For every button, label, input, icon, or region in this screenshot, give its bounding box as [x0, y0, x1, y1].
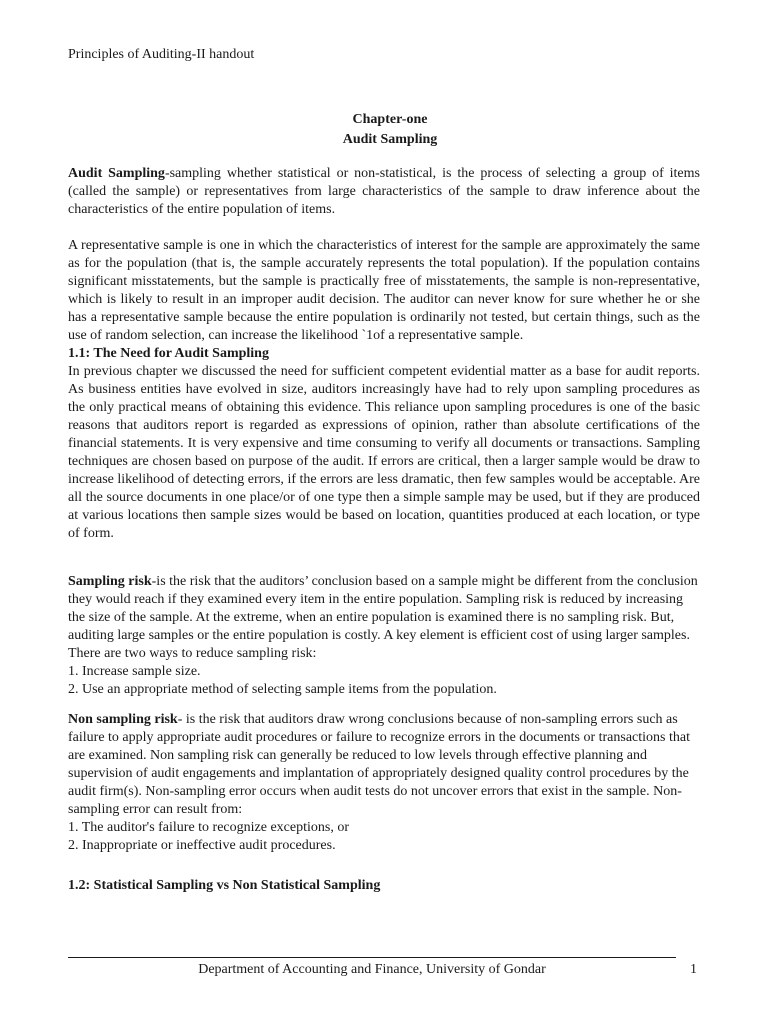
sampling-risk-list-item: 1. Increase sample size.	[68, 664, 201, 679]
sampling-risk-intro: There are two ways to reduce sampling risk:	[68, 646, 317, 661]
sampling-risk-term: Sampling risk	[68, 574, 152, 589]
need-for-sampling-paragraph: In previous chapter we discussed the need for sufficient competent evidential matter as a base for audit reports. As business entities have evolved in size, auditors increasingly have had to rely upon sampling procedures as the only practical means of obtaining this evidence. This reliance upon sampling procedures is one of the basic reasons that auditors report is regarded as expressions of opinion, rather than absolute certifications of the financial statements. It is very expensive and time consuming to verify all documents or transactions. Sampling techniques are chosen based on purpose of the audit. If errors are critical, then a larger sample would be draw to increase likelihood of detecting errors, if the errors are less dramatic, then few samples would be acceptable. Are all the source documents in one place/or of one type then a simple sample may be used, but if they are produced at various locations then sample sizes would be based on location, quantities produced at each location, or type of form.	[68, 364, 700, 541]
footer-department: Department of Accounting and Finance, University of Gondar	[198, 962, 546, 977]
audit-sampling-term: Audit Sampling	[68, 166, 165, 181]
sampling-risk-definition	[68, 573, 700, 645]
representative-sample-paragraph: A representative sample is one in which the characteristics of interest for the sample are approximately the same as for the population (that is, the sample accurately represents the total population). If the population contains significant misstatements, but the sample is practically free of misstatements, the sample is non-representative, which is likely to result in an improper audit decision. The auditor can never know for sure whether he or she has a representative sample because the entire population is ordinarily not tested, but certain things, such as the use of random selection, can increase the likelihood `1of a representative sample.	[68, 238, 700, 343]
sampling-risk-list-item: 2. Use an appropriate method of selecting sample items from the population.	[68, 682, 497, 697]
non-sampling-risk-list-item: 1. The auditor's failure to recognize exceptions, or	[68, 820, 349, 835]
section-heading-statistical-sampling: 1.2: Statistical Sampling vs Non Statistical Sampling	[68, 878, 381, 893]
non-sampling-risk-text: - is the risk that auditors draw wrong conclusions because of non-sampling errors such as failure to apply appropriate audit procedures or failure to recognize errors in the documents or transactions that are examined. Non sampling risk can generally be reduced to low levels through effective planning and supervision of audit engagements and implantation of appropriately designed quality control procedures by the audit firm(s). Non-sampling error occurs when audit tests do not uncover errors that exist in the sample. Non-sampling error can result from:	[68, 712, 690, 817]
sampling-risk-text: -is the risk that the auditors’ conclusion based on a sample might be different from the conclusion they would reach if they examined every item in the entire population. Sampling risk is reduced by increasing the size of the sample. At the extreme, when an entire population is examined there is no sampling risk. But, auditing large samples or the entire population is costly. A key element is efficient cost of using larger samples.	[68, 574, 698, 643]
chapter-heading	[0, 110, 768, 150]
handout-title: Principles of Auditing-II handout	[68, 47, 255, 62]
non-sampling-risk-term: Non sampling risk	[68, 712, 178, 727]
non-sampling-risk-definition	[68, 711, 700, 819]
document-body	[68, 165, 700, 895]
footer-divider	[68, 957, 676, 958]
chapter-title: Audit Sampling	[342, 132, 438, 147]
non-sampling-risk-list-item: 2. Inappropriate or ineffective audit procedures.	[68, 838, 336, 853]
chapter-number: Chapter-one	[352, 112, 428, 127]
audit-sampling-definition	[68, 165, 700, 219]
section-heading-need-for-sampling: 1.1: The Need for Audit Sampling	[68, 346, 269, 361]
audit-sampling-text: -sampling whether statistical or non-statistical, is the process of selecting a group of items (called the sample) or representatives from large characteristics of the sample to draw inference about the characteristics of the entire population of items.	[68, 166, 700, 217]
page-number: 1	[690, 962, 697, 977]
